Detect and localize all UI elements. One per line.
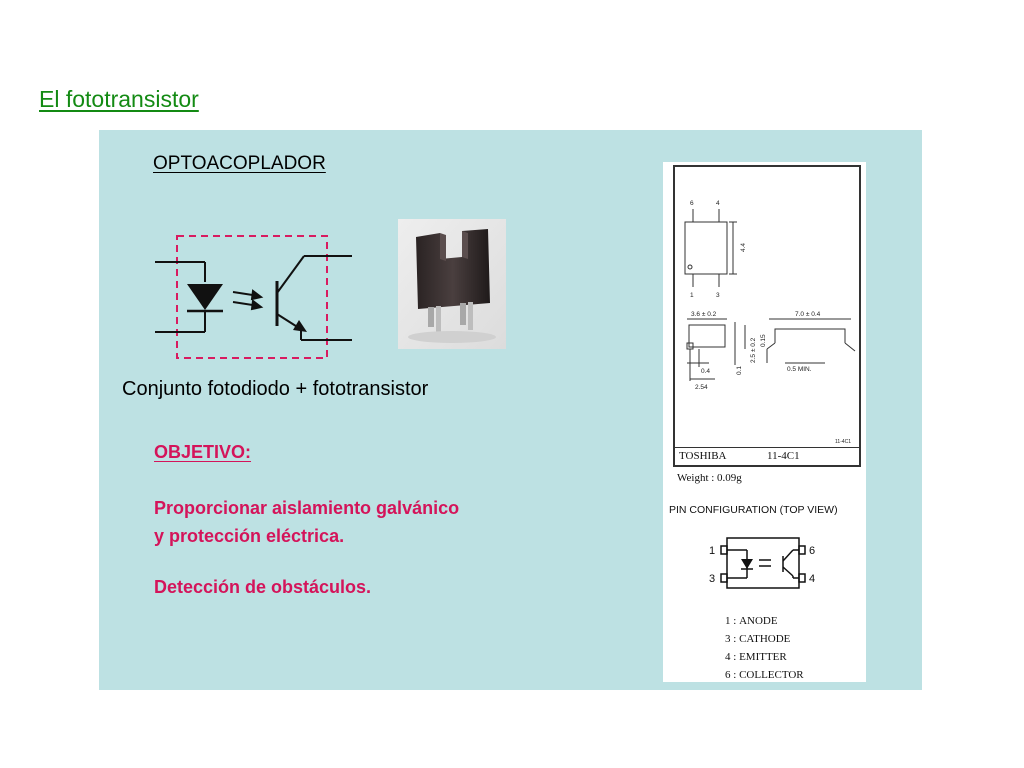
pin-label-6: 6: [690, 200, 694, 207]
pin-number-6: 6: [809, 545, 816, 557]
dim-lead: 0.4: [701, 368, 711, 375]
pin-label-3: 3: [716, 292, 720, 299]
led-diode-icon: [741, 559, 753, 569]
pin-row: 6 : COLLECTOR: [725, 669, 804, 681]
package-dimensions-drawing: [675, 167, 859, 449]
pin-row: 1 : ANODE: [725, 615, 778, 627]
dim-vert-a: 2.5 ± 0.2: [750, 337, 757, 363]
dim-width-right: 7.0 ± 0.4: [795, 311, 821, 318]
objective-line: Proporcionar aislamiento galvánico: [154, 498, 460, 518]
objective-heading: OBJETIVO:: [154, 442, 252, 462]
package-code-small: 11-4C1: [835, 439, 852, 445]
manufacturer-label: TOSHIBA: [679, 450, 727, 462]
optocoupler-photo: [398, 219, 506, 349]
pin-number-4: 4: [809, 573, 816, 585]
dim-vert-b: 0.15: [760, 334, 767, 347]
optocoupler-schematic: [149, 226, 359, 366]
dim-vert-c: 0.1: [736, 365, 743, 375]
datasheet-footer: [675, 447, 859, 465]
objective-line: y protección eléctrica.: [154, 526, 345, 546]
objective-text-2: Detección de obstáculos.: [154, 577, 372, 597]
weight-label: Weight : 0.09g: [677, 472, 742, 484]
light-arrows-icon: [233, 291, 261, 309]
content-panel: [99, 130, 922, 690]
package-drawing: [673, 165, 861, 467]
pin-number-1: 1: [709, 545, 716, 557]
pin-label-1: 1: [690, 292, 694, 299]
pin-list: [725, 612, 804, 684]
schematic-caption: Conjunto fotodiodo + fototransistor: [122, 378, 429, 400]
led-diode-icon: [187, 284, 223, 310]
phototransistor-icon: [277, 256, 352, 340]
pin-row: 3 : CATHODE: [725, 633, 791, 645]
dim-width-left: 3.6 ± 0.2: [691, 311, 717, 318]
dim-pitch: 2.54: [695, 384, 708, 391]
section-subtitle: OPTOACOPLADOR: [153, 153, 326, 174]
dim-min: 0.5 MIN.: [787, 366, 812, 373]
slide-title: El fototransistor: [39, 86, 199, 112]
pin-row: 4 : EMITTER: [725, 651, 787, 663]
pin-configuration-diagram: [707, 534, 827, 594]
dim-height: 4.4: [740, 242, 747, 252]
pin-config-title: PIN CONFIGURATION (TOP VIEW): [669, 504, 838, 516]
pin-number-3: 3: [709, 573, 716, 585]
pin-label-4: 4: [716, 200, 720, 207]
datasheet-excerpt: [663, 162, 866, 682]
objective-text-1: [154, 494, 459, 550]
package-code: 11-4C1: [767, 450, 800, 462]
